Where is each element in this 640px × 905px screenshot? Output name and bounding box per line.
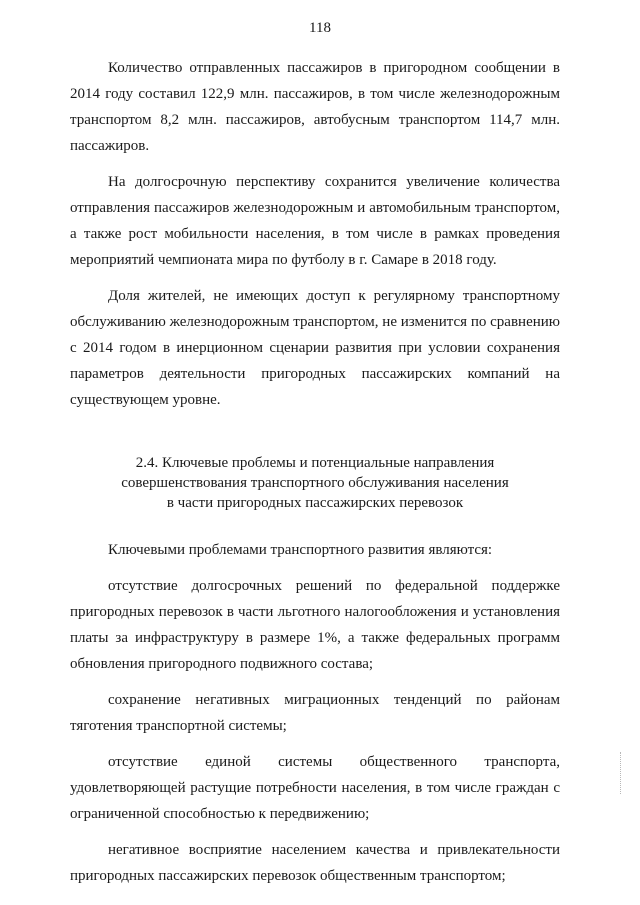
page-number: 118	[309, 20, 331, 36]
list-item-federal-support: отсутствие долгосрочных решений по федеральной поддержке пригородных перевозок в части льготного налогообложения и установления платы за инфраструктуру в размере 1%, а также федеральных программ обновления пригородного подвижного состава;	[70, 578, 560, 672]
section-heading-line-2: совершенствования транспортного обслуживания населения	[121, 475, 509, 491]
list-item-public-transport-system: отсутствие единой системы общественного транспорта, удовлетворяющей растущие потребности населения, в том числе граждан с ограниченной способностью к передвижению;	[70, 754, 560, 822]
document-body	[70, 55, 560, 899]
paragraph-residents-share: Доля жителей, не имеющих доступ к регулярному транспортному обслуживанию железнодорожным транспортом, не изменится по сравнению с 2014 годом в инерционном сценарии развития при условии сохранения параметров деятельности пригородных пассажирских компаний на существующем уровне.	[70, 288, 560, 408]
paragraph-key-problems-intro: Ключевыми проблемами транспортного развития являются:	[108, 542, 493, 558]
scan-artifact-mark	[620, 752, 622, 794]
list-item-migration-trends: сохранение негативных миграционных тенденций по районам тяготения транспортной системы;	[70, 692, 560, 734]
section-heading	[70, 453, 560, 513]
section-heading-line-3: в части пригородных пассажирских перевозок	[166, 495, 464, 511]
paragraph-passenger-count: Количество отправленных пассажиров в пригородном сообщении в 2014 году составил 122,9 млн. пассажиров, в том числе железнодорожным транспортом 8,2 млн. пассажиров, автобусным транспортом 114,7 млн. пассажиров.	[70, 60, 560, 154]
list-item-negative-perception: негативное восприятие населением качества и привлекательности пригородных пассажирских перевозок общественным транспортом;	[70, 842, 560, 884]
paragraph-long-term-outlook: На долгосрочную перспективу сохранится увеличение количества отправления пассажиров железнодорожным и автомобильным транспортом, а также рост мобильности населения, в том числе в рамках проведения мероприятий чемпионата мира по футболу в г. Самаре в 2018 году.	[70, 174, 560, 268]
section-heading-line-1: 2.4. Ключевые проблемы и потенциальные направления	[135, 455, 495, 471]
